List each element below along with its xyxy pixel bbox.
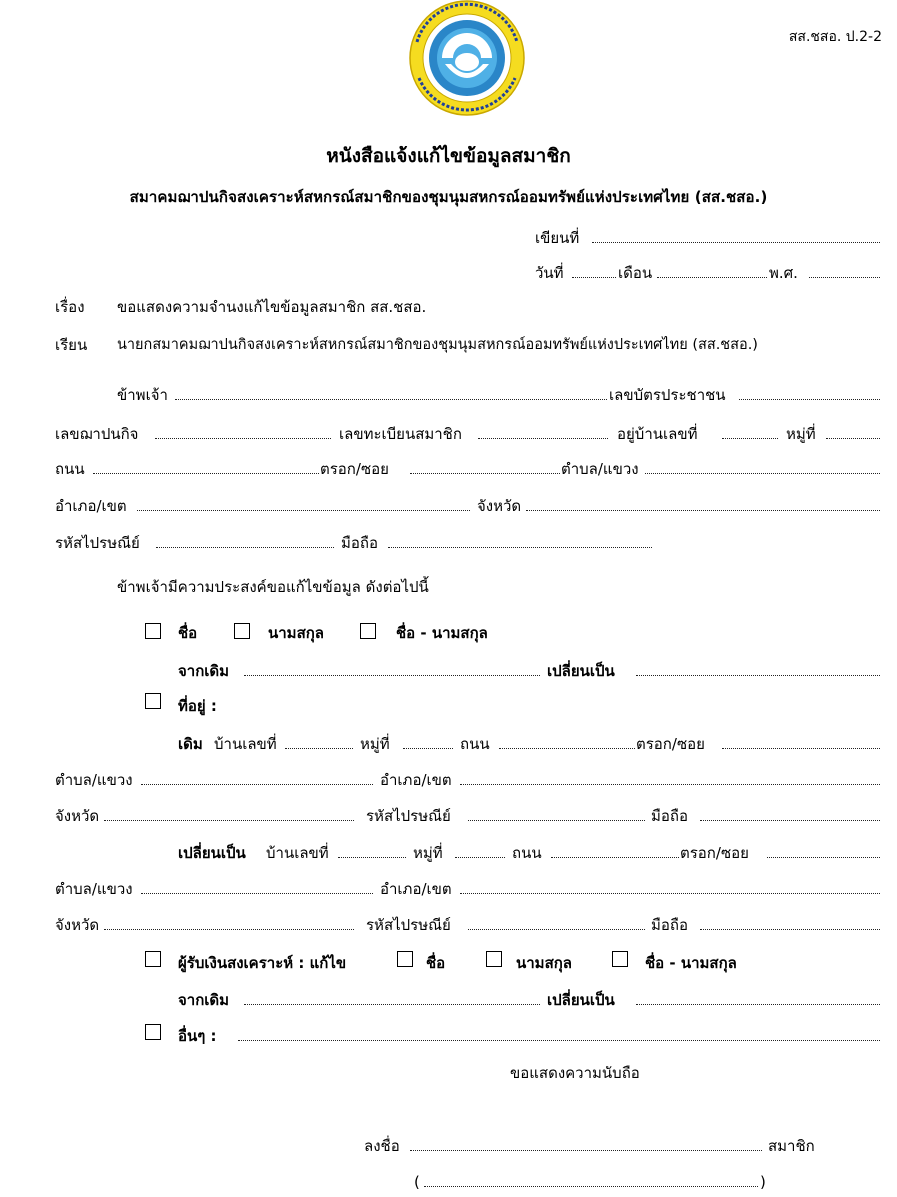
moo-label: หมู่ที่ [786,425,816,443]
house-no-field[interactable] [722,438,778,439]
association-logo [401,0,533,118]
fullname-option-label: ชื่อ - นามสกุล [396,624,488,642]
month-label: เดือน [618,264,653,282]
address-new-label: เปลี่ยนเป็น [178,844,246,862]
old-district-field[interactable] [460,784,880,785]
year-label: พ.ศ. [769,264,798,282]
beneficiary-name-checkbox[interactable] [397,951,413,967]
funeral-no-field[interactable] [155,438,331,439]
old-mobile-field[interactable] [700,820,880,821]
old-alley-field[interactable] [722,748,880,749]
to-text: นายกสมาคมฌาปนกิจสงเคราะห์สหกรณ์สมาชิกของชุมนุมสหกรณ์ออมทรัพย์แห่งประเทศไทย (สส.ชสอ.) [117,337,758,353]
new-house-no-field[interactable] [338,857,406,858]
new-district-field[interactable] [460,893,880,894]
new-road-field[interactable] [551,857,679,858]
new-province-field[interactable] [104,929,354,930]
beneficiary-from-label: จากเดิม [178,991,230,1009]
surname-checkbox[interactable] [234,623,250,639]
new-house-no-label: บ้านเลขที่ [266,844,329,862]
address-checkbox[interactable] [145,693,161,709]
new-subdistrict-field[interactable] [141,893,373,894]
new-district-label: อำเภอ/เขต [380,880,452,898]
address-label: ที่อยู่ : [178,697,217,715]
beneficiary-checkbox[interactable] [145,951,161,967]
regards-text: ขอแสดงความนับถือ [510,1064,640,1082]
old-alley-label: ตรอก/ซอย [636,735,705,753]
new-postcode-label: รหัสไปรษณีย์ [366,916,451,934]
district-label: อำเภอ/เขต [55,497,127,515]
postcode-field[interactable] [156,547,334,548]
subdistrict-field[interactable] [645,473,880,474]
new-alley-label: ตรอก/ซอย [680,844,749,862]
name-option-label: ชื่อ [178,624,198,642]
mobile-label: มือถือ [341,534,378,552]
member-label: สมาชิก [768,1137,815,1155]
name-checkbox[interactable] [145,623,161,639]
new-province-label: จังหวัด [55,916,100,934]
beneficiary-surname-checkbox[interactable] [486,951,502,967]
beneficiary-fullname-label: ชื่อ - นามสกุล [645,954,737,972]
beneficiary-name-label: ชื่อ [426,954,446,972]
month-field[interactable] [657,277,767,278]
funeral-no-label: เลขฌาปนกิจ [55,425,139,443]
written-at-field[interactable] [592,242,880,243]
paren-close: ) [760,1173,766,1191]
name-from-field[interactable] [244,675,540,676]
new-road-label: ถนน [512,844,542,862]
other-label: อื่นๆ : [178,1027,217,1045]
sign-label: ลงชื่อ [364,1137,400,1155]
old-house-no-field[interactable] [285,748,353,749]
name-from-label: จากเดิม [178,662,230,680]
new-subdistrict-label: ตำบล/แขวง [55,880,133,898]
member-reg-field[interactable] [478,438,608,439]
document-title: หนังสือแจ้งแก้ไขข้อมูลสมาชิก [326,145,571,167]
old-province-field[interactable] [104,820,354,821]
beneficiary-from-field[interactable] [244,1004,540,1005]
old-subdistrict-label: ตำบล/แขวง [55,771,133,789]
date-label: วันที่ [535,264,564,282]
beneficiary-surname-label: นามสกุล [516,954,572,972]
member-reg-label: เลขทะเบียนสมาชิก [339,425,462,443]
province-field[interactable] [526,510,880,511]
old-postcode-field[interactable] [468,820,645,821]
id-card-field[interactable] [739,399,880,400]
district-field[interactable] [137,510,470,511]
form-code: สส.ชสอ. ป.2-2 [788,29,882,45]
name-to-label: เปลี่ยนเป็น [547,662,615,680]
province-label: จังหวัด [477,497,522,515]
intent-text: ข้าพเจ้ามีความประสงค์ขอแก้ไขข้อมูล ดังต่อไปนี้ [117,578,429,596]
old-district-label: อำเภอ/เขต [380,771,452,789]
road-label: ถนน [55,460,85,478]
written-at-label: เขียนที่ [535,229,580,247]
new-alley-field[interactable] [767,857,880,858]
i-label: ข้าพเจ้า [117,386,168,404]
paren-open: ( [414,1173,420,1191]
old-province-label: จังหวัด [55,807,100,825]
day-field[interactable] [572,277,616,278]
new-mobile-field[interactable] [700,929,880,930]
fullname-checkbox[interactable] [360,623,376,639]
other-field[interactable] [238,1040,880,1041]
beneficiary-label: ผู้รับเงินสงเคราะห์ : แก้ไข [178,954,347,972]
member-name-field[interactable] [175,399,607,400]
beneficiary-to-field[interactable] [636,1004,880,1005]
address-old-label: เดิม [178,735,203,753]
printed-name-field[interactable] [424,1186,758,1187]
id-card-label: เลขบัตรประชาชน [609,386,726,404]
document-subtitle: สมาคมฌาปนกิจสงเคราะห์สหกรณ์สมาชิกของชุมนุมสหกรณ์ออมทรัพย์แห่งประเทศไทย (สส.ชสอ.) [129,188,768,206]
subject-text: ขอแสดงความจำนงแก้ไขข้อมูลสมาชิก สส.ชสอ. [117,298,427,316]
beneficiary-to-label: เปลี่ยนเป็น [547,991,615,1009]
old-road-field[interactable] [499,748,635,749]
old-road-label: ถนน [460,735,490,753]
old-moo-label: หมู่ที่ [360,735,390,753]
alley-field[interactable] [410,473,560,474]
moo-field[interactable] [826,438,880,439]
old-moo-field[interactable] [403,748,453,749]
new-moo-label: หมู่ที่ [413,844,443,862]
new-mobile-label: มือถือ [651,916,688,934]
other-checkbox[interactable] [145,1024,161,1040]
new-moo-field[interactable] [455,857,505,858]
old-house-no-label: บ้านเลขที่ [214,735,277,753]
alley-label: ตรอก/ซอย [320,460,389,478]
postcode-label: รหัสไปรษณีย์ [55,534,140,552]
mobile-field[interactable] [388,547,652,548]
signature-field[interactable] [410,1150,762,1151]
to-label: เรียน [55,336,88,354]
name-to-field[interactable] [636,675,880,676]
house-no-label: อยู่บ้านเลขที่ [617,425,698,443]
year-field[interactable] [809,277,880,278]
surname-option-label: นามสกุล [268,624,324,642]
road-field[interactable] [93,473,319,474]
old-mobile-label: มือถือ [651,807,688,825]
old-postcode-label: รหัสไปรษณีย์ [366,807,451,825]
subdistrict-label: ตำบล/แขวง [561,460,639,478]
new-postcode-field[interactable] [468,929,645,930]
beneficiary-fullname-checkbox[interactable] [612,951,628,967]
old-subdistrict-field[interactable] [141,784,373,785]
subject-label: เรื่อง [55,298,85,316]
